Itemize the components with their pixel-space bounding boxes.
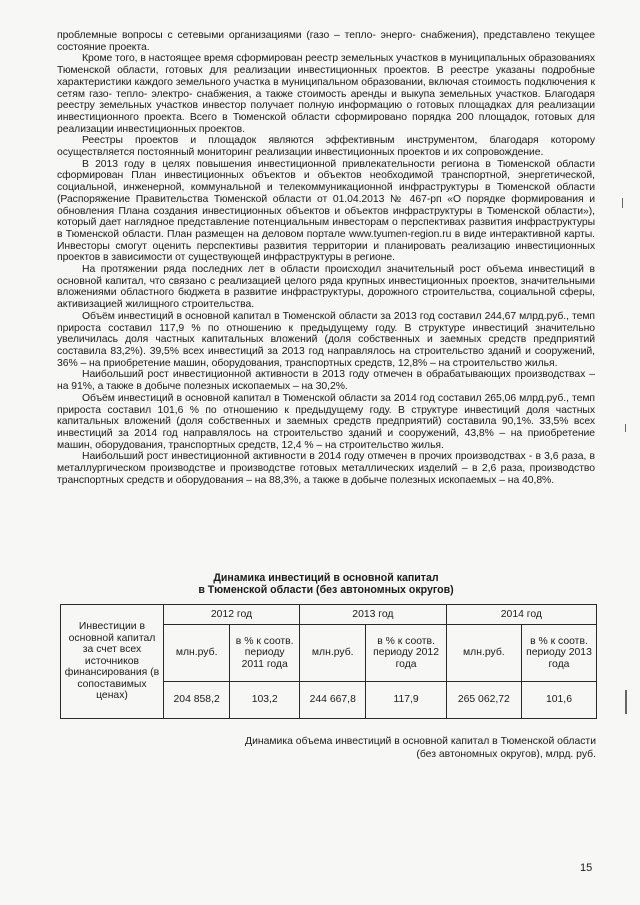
table-cell: 244 667,8 — [300, 682, 366, 719]
paragraph: проблемные вопросы с сетевыми организациями (газо – тепло- энерго- снабжения), представлено текущее состояние проекта. — [57, 30, 595, 53]
table-cell: 265 062,72 — [446, 682, 521, 719]
column-header: в % к соотв. периоду 2012 года — [366, 625, 446, 682]
year-header: 2014 год — [446, 605, 596, 625]
table-cell: 101,6 — [521, 682, 596, 719]
table-title-line: в Тюменской области (без автономных округов) — [198, 584, 454, 596]
column-header: млн.руб. — [446, 625, 521, 682]
paragraph: На протяжении ряда последних лет в области происходил значительный рост объема инвестиций в основной капитал, что связано с реализацией целого ряда крупных инвестиционных проектов, значительными вложениями областного бюджета в развитие инфраструктуры, дорожного строительства, социальной сферы, активизацией жилищного строительства. — [57, 264, 595, 311]
paragraph: Реестры проектов и площадок являются эффективным инструментом, благодаря которому осуществляется постоянный мониторинг реализации инвестиционных проектов и их сопровождение. — [57, 135, 595, 159]
investment-table — [60, 604, 597, 719]
paragraph: Наибольший рост инвестиционной активности в 2014 году отмечен в прочих производствах - в 3,6 раза, в металлургическом производстве и производстве готовых металлических изделий – в 2,6 раза, производство транспортных средств и оборудования – на 88,3%, а также в добыче полезных ископаемых – на 40,8%. — [57, 451, 595, 486]
paragraph: В 2013 году в целях повышения инвестиционной привлекательности региона в Тюменской области сформирован План инвестиционных объектов и объектов необходимой транспортной, энергетической, социальной, инженерной, коммунальной и телекоммуникационной инфраструктуры в Тюменской области (Распоряжение Правительства Тюменской области от 01.04.2013 № 467-рп «О порядке формирования и обновления Плана создания инвестиционных объектов и объектов инфраструктуры в Тюменской области»), который дает наглядное представление потенциальным инвесторам о перспективах развития инфраструктуры в Тюменской области. План размещен на деловом портале www.tyumen-region.ru в виде интерактивной карты. Инвесторы смогут оценить перспективы развития территории и планировать реализацию инвестиционных проектов в зависимости от существующей инфраструктуры в регионе. — [57, 158, 595, 264]
column-header: млн.руб. — [163, 625, 229, 682]
scan-mark — [622, 198, 623, 208]
row-label: Инвестиции в основной капитал за счет всех источников финансирования (в сопоставимых ценах) — [61, 605, 164, 719]
chart-caption — [220, 736, 596, 761]
paragraph: Объём инвестиций в основной капитал в Тюменской области за 2014 год составил 265,06 млрд.руб., темп прироста составил 101,6 % по отношению к предыдущему году. В структуре инвестиций доля частных капитальных вложений (доля собственных и заемных средств предприятий) составила 90,1%. 33,5% всех инвестиций за 2014 год направлялось на строительство зданий и сооружений, 43,8% – на приобретение машин, оборудования, транспортных средств, 12,4 % – на строительство жилья. — [57, 392, 595, 451]
scan-mark — [625, 690, 627, 714]
table-row — [61, 605, 597, 625]
table-title-line: Динамика инвестиций в основной капитал — [213, 572, 439, 584]
paragraph: Кроме того, в настоящее время сформирован реестр земельных участков в муниципальных образованиях Тюменской области, готовых для реализации инвестиционных проектов. В реестре указаны подробные характеристики каждого земельного участка в муниципальном образовании, включая стоимость подключения к сетям газо- тепло- электро- снабжения, а также стоимость аренды и выкупа земельных участков. Благодаря реестру земельных участков инвестор получает полную информацию о готовых площадках для реализации инвестиционного проекта. Всего в Тюменской области сформировано порядка 200 площадок, готовых для реализации инвестиционных проектов. — [57, 53, 595, 135]
column-header: в % к соотв. периоду 2011 года — [230, 625, 300, 682]
table-cell: 117,9 — [366, 682, 446, 719]
paragraph: Наибольший рост инвестиционной активности в 2013 году отмечен в обрабатывающих производствах – на 91%, а также в добыче полезных ископаемых – на 30,2%. — [57, 369, 595, 393]
caption-line: Динамика объема инвестиций в основной капитал в Тюменской области — [245, 736, 596, 747]
year-header: 2013 год — [300, 605, 447, 625]
table-cell: 103,2 — [230, 682, 300, 719]
page-number: 15 — [580, 862, 593, 874]
column-header: в % к соотв. периоду 2013 года — [521, 625, 596, 682]
table-cell: 204 858,2 — [163, 682, 229, 719]
paragraph: Объём инвестиций в основной капитал в Тюменской области за 2013 год составил 244,67 млрд.руб., темп прироста составил 117,9 % по отношению к предыдущему году. В структуре инвестиций значительно увеличилась доля частных капитальных вложений (доля собственных и заемных средств предприятий составила 83,2%). 39,5% всех инвестиций за 2013 год направлялось на строительство зданий и сооружений, 36% – на приобретение машин, оборудования, транспортных средств, 12,8% – на строительство жилья. — [57, 310, 595, 369]
year-header: 2012 год — [163, 605, 299, 625]
body-text — [57, 30, 595, 486]
caption-line: (без автономных округов), млрд. руб. — [416, 748, 596, 760]
scan-mark — [625, 424, 626, 432]
column-header: млн.руб. — [300, 625, 366, 682]
table-title — [57, 572, 595, 596]
